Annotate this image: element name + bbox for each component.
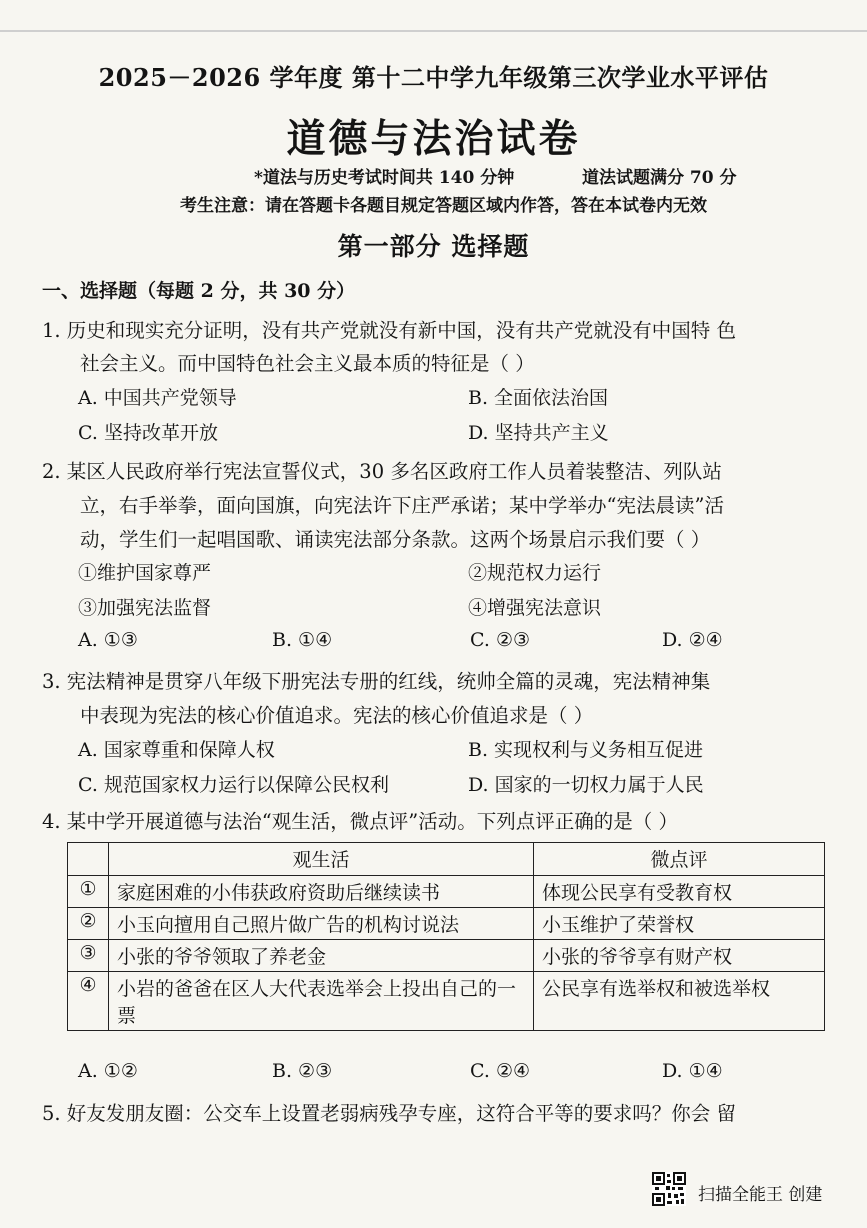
question-4-line-1: 4. 某中学开展道德与法治“观生活，微点评”活动。下列点评正确的是（ ） — [42, 810, 678, 833]
candidate-notice: 考生注意：请在答题卡各题目规定答题区域内作答，答在本试卷内无效 — [180, 196, 707, 216]
question-2-statement-2: ②规范权力运行 — [468, 562, 602, 584]
question-3-option-b: B. 实现权利与义务相互促进 — [468, 739, 704, 761]
question-1-line-2: 社会主义。而中国特色社会主义最本质的特征是（ ） — [80, 352, 535, 375]
question-2-line-2: 立，右手举拳，面向国旗，向宪法许下庄严承诺；某中学举办“宪法晨读”活 — [80, 494, 724, 517]
row-index: ① — [68, 876, 109, 908]
question-2-statement-4: ④增强宪法意识 — [468, 597, 602, 619]
question-1-option-b: B. 全面依法治国 — [468, 387, 609, 409]
question-4-option-a: A. ①② — [78, 1060, 138, 1082]
row-index: ③ — [68, 940, 109, 972]
question-3-option-c: C. 规范国家权力运行以保障公民权利 — [78, 774, 389, 796]
question-1-line-1: 1. 历史和现实充分证明，没有共产党就没有新中国，没有共产党就没有中国特 色 — [42, 319, 737, 342]
question-3-option-d: D. 国家的一切权力属于人民 — [468, 774, 704, 796]
row-index: ② — [68, 908, 109, 940]
question-2-option-d: D. ②④ — [662, 629, 723, 651]
row-life: 家庭困难的小伟获政府资助后继续读书 — [109, 876, 534, 908]
row-life: 小岩的爸爸在区人大代表选举会上投出自己的一票 — [109, 972, 534, 1031]
score-note: 道法试题满分 70 分 — [582, 168, 737, 188]
row-comment: 小玉维护了荣誉权 — [534, 908, 825, 940]
question-2-option-b: B. ①④ — [272, 629, 333, 651]
table-header-row — [68, 843, 825, 876]
exam-title: 2025－2026 学年度 第十二中学九年级第三次学业水平评估 — [98, 63, 769, 92]
section-title: 一、选择题（每题 2 分，共 30 分） — [42, 280, 356, 302]
top-divider — [0, 30, 867, 32]
row-index: ④ — [68, 972, 109, 1031]
question-3-line-2: 中表现为宪法的核心价值追求。宪法的核心价值追求是（ ） — [80, 704, 594, 727]
qr-code-icon — [652, 1172, 686, 1206]
question-2-statement-3: ③加强宪法监督 — [78, 597, 212, 619]
row-comment: 小张的爷爷享有财产权 — [534, 940, 825, 972]
part-title: 第一部分 选择题 — [337, 232, 530, 261]
table-row — [68, 876, 825, 908]
question-4-option-d: D. ①④ — [662, 1060, 723, 1082]
row-life: 小玉向擅用自己照片做广告的机构讨说法 — [109, 908, 534, 940]
question-2-line-1: 2. 某区人民政府举行宪法宣誓仪式，30 多名区政府工作人员着装整洁、列队站 — [42, 460, 722, 483]
subject-title: 道德与法治试卷 — [286, 116, 581, 162]
row-comment: 体现公民享有受教育权 — [534, 876, 825, 908]
question-4-option-c: C. ②④ — [470, 1060, 531, 1082]
scanner-watermark: 扫描全能王 创建 — [698, 1185, 823, 1205]
life-comment-table — [67, 842, 825, 1031]
time-note: *道法与历史考试时间共 140 分钟 — [254, 168, 515, 188]
question-1-option-a: A. 中国共产党领导 — [78, 387, 237, 409]
table-row — [68, 972, 825, 1031]
question-2-statement-1: ①维护国家尊严 — [78, 562, 212, 584]
table-row — [68, 940, 825, 972]
table-header-comment: 微点评 — [534, 843, 825, 876]
row-life: 小张的爷爷领取了养老金 — [109, 940, 534, 972]
question-1-option-d: D. 坚持共产主义 — [468, 422, 609, 444]
question-2-line-3: 动，学生们一起唱国歌、诵读宪法部分条款。这两个场景启示我们要（ ） — [80, 528, 711, 551]
question-3-line-1: 3. 宪法精神是贯穿八年级下册宪法专册的红线，统帅全篇的灵魂，宪法精神集 — [42, 670, 711, 693]
table-header-index — [68, 843, 109, 876]
question-2-option-c: C. ②③ — [470, 629, 531, 651]
question-4-option-b: B. ②③ — [272, 1060, 333, 1082]
question-3-option-a: A. 国家尊重和保障人权 — [78, 739, 275, 761]
row-comment: 公民享有选举权和被选举权 — [534, 972, 825, 1031]
table-header-life: 观生活 — [109, 843, 534, 876]
question-2-option-a: A. ①③ — [78, 629, 138, 651]
question-5-line-1: 5. 好友发朋友圈：公交车上设置老弱病残孕专座，这符合平等的要求吗？你会 留 — [42, 1102, 737, 1125]
table-row — [68, 908, 825, 940]
question-1-option-c: C. 坚持改革开放 — [78, 422, 218, 444]
